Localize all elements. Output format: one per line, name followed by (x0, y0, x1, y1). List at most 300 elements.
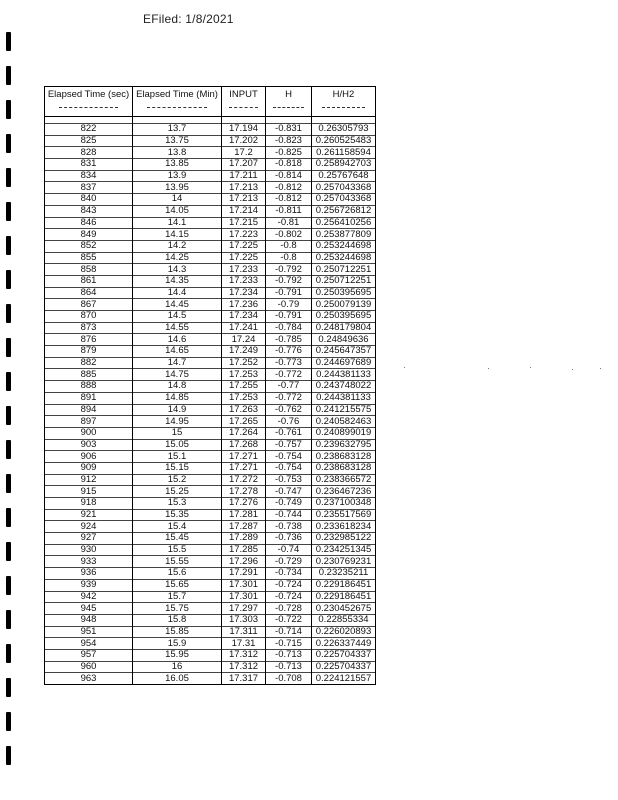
table-row (45, 521, 376, 533)
table-row (45, 533, 376, 545)
table-row (45, 299, 376, 311)
h-over-h2-cell: 0.253244698 (312, 252, 376, 264)
input-cell: 17.291 (222, 568, 266, 580)
elapsed-sec-cell: 876 (45, 334, 133, 346)
h-cell: -0.791 (266, 311, 312, 323)
punch-hole-mark (6, 304, 11, 323)
h-over-h2-cell: 0.235517569 (312, 509, 376, 521)
table-row (45, 661, 376, 673)
h-over-h2-cell: 0.234251345 (312, 544, 376, 556)
table-row (45, 334, 376, 346)
input-cell: 17.287 (222, 521, 266, 533)
h-cell: -0.785 (266, 334, 312, 346)
elapsed-min-cell: 15.7 (133, 591, 222, 603)
table-row (45, 638, 376, 650)
input-cell: 17.281 (222, 509, 266, 521)
h-cell: -0.757 (266, 439, 312, 451)
input-cell: 17.296 (222, 556, 266, 568)
table-row (45, 649, 376, 661)
input-cell: 17.265 (222, 416, 266, 428)
h-cell: -0.791 (266, 287, 312, 299)
h-over-h2-cell: 0.236467236 (312, 486, 376, 498)
h-cell: -0.708 (266, 673, 312, 685)
elapsed-sec-cell: 855 (45, 252, 133, 264)
elapsed-sec-cell: 822 (45, 124, 133, 136)
table-row (45, 346, 376, 358)
column-header-elapsed-min: Elapsed Time (Min) (133, 87, 222, 117)
h-over-h2-cell: 0.250079139 (312, 299, 376, 311)
table-row (45, 217, 376, 229)
elapsed-min-cell: 15.4 (133, 521, 222, 533)
h-cell: -0.773 (266, 357, 312, 369)
elapsed-min-cell: 14.3 (133, 264, 222, 276)
elapsed-min-cell: 15.85 (133, 626, 222, 638)
input-cell: 17.233 (222, 275, 266, 287)
input-cell: 17.303 (222, 614, 266, 626)
elapsed-min-cell: 15.45 (133, 533, 222, 545)
h-cell: -0.738 (266, 521, 312, 533)
elapsed-sec-cell: 864 (45, 287, 133, 299)
table-row (45, 322, 376, 334)
elapsed-sec-cell: 948 (45, 614, 133, 626)
h-cell: -0.76 (266, 416, 312, 428)
elapsed-min-cell: 15.35 (133, 509, 222, 521)
table-row (45, 603, 376, 615)
elapsed-sec-cell: 957 (45, 649, 133, 661)
elapsed-min-cell: 14.7 (133, 357, 222, 369)
h-over-h2-cell: 0.250395695 (312, 311, 376, 323)
input-cell: 17.285 (222, 544, 266, 556)
h-over-h2-cell: 0.225704337 (312, 649, 376, 661)
h-cell: -0.812 (266, 182, 312, 194)
h-over-h2-cell: 0.22855334 (312, 614, 376, 626)
punch-hole-mark (6, 678, 11, 697)
h-cell: -0.811 (266, 205, 312, 217)
h-over-h2-cell: 0.244381133 (312, 392, 376, 404)
input-cell: 17.207 (222, 159, 266, 171)
table-row (45, 614, 376, 626)
h-cell: -0.754 (266, 451, 312, 463)
table-row (45, 252, 376, 264)
h-over-h2-cell: 0.230769231 (312, 556, 376, 568)
elapsed-min-cell: 14.8 (133, 381, 222, 393)
elapsed-sec-cell: 933 (45, 556, 133, 568)
elapsed-min-cell: 14.1 (133, 217, 222, 229)
punch-hole-mark (6, 644, 11, 663)
table-row (45, 427, 376, 439)
h-cell: -0.802 (266, 229, 312, 241)
h-cell: -0.728 (266, 603, 312, 615)
h-cell: -0.714 (266, 626, 312, 638)
elapsed-sec-cell: 900 (45, 427, 133, 439)
elapsed-min-cell: 14.85 (133, 392, 222, 404)
elapsed-time-data-table (44, 86, 376, 685)
h-cell: -0.744 (266, 509, 312, 521)
table-row (45, 474, 376, 486)
elapsed-sec-cell: 861 (45, 275, 133, 287)
table-row (45, 240, 376, 252)
elapsed-sec-cell: 918 (45, 498, 133, 510)
input-cell: 17.263 (222, 404, 266, 416)
input-cell: 17.272 (222, 474, 266, 486)
input-cell: 17.276 (222, 498, 266, 510)
input-cell: 17.289 (222, 533, 266, 545)
h-over-h2-cell: 0.240899019 (312, 427, 376, 439)
elapsed-sec-cell: 951 (45, 626, 133, 638)
h-over-h2-cell: 0.250395695 (312, 287, 376, 299)
h-over-h2-cell: 0.225704337 (312, 661, 376, 673)
elapsed-min-cell: 15.25 (133, 486, 222, 498)
elapsed-sec-cell: 936 (45, 568, 133, 580)
input-cell: 17.236 (222, 299, 266, 311)
elapsed-sec-cell: 885 (45, 369, 133, 381)
table-row (45, 135, 376, 147)
input-cell: 17.253 (222, 369, 266, 381)
punch-hole-mark (6, 576, 11, 595)
punch-hole-mark (6, 372, 11, 391)
table-row (45, 544, 376, 556)
input-cell: 17.312 (222, 649, 266, 661)
table-row (45, 451, 376, 463)
elapsed-min-cell: 14.05 (133, 205, 222, 217)
elapsed-min-cell: 15.05 (133, 439, 222, 451)
elapsed-sec-cell: 894 (45, 404, 133, 416)
column-header-h-over-h2: H/H2 (312, 87, 376, 117)
punch-hole-mark (6, 508, 11, 527)
punch-hole-mark (6, 610, 11, 629)
elapsed-sec-cell: 828 (45, 147, 133, 159)
h-cell: -0.753 (266, 474, 312, 486)
h-over-h2-cell: 0.244381133 (312, 369, 376, 381)
table-row (45, 264, 376, 276)
elapsed-min-cell: 14.75 (133, 369, 222, 381)
table-row (45, 311, 376, 323)
table-row (45, 381, 376, 393)
elapsed-sec-cell: 846 (45, 217, 133, 229)
table-row (45, 626, 376, 638)
input-cell: 17.31 (222, 638, 266, 650)
h-over-h2-cell: 0.250712251 (312, 275, 376, 287)
h-cell: -0.724 (266, 591, 312, 603)
elapsed-sec-cell: 897 (45, 416, 133, 428)
elapsed-min-cell: 14.65 (133, 346, 222, 358)
elapsed-sec-cell: 873 (45, 322, 133, 334)
elapsed-min-cell: 14.4 (133, 287, 222, 299)
h-cell: -0.8 (266, 252, 312, 264)
h-over-h2-cell: 0.229186451 (312, 591, 376, 603)
h-over-h2-cell: 0.229186451 (312, 579, 376, 591)
h-over-h2-cell: 0.256726812 (312, 205, 376, 217)
elapsed-sec-cell: 837 (45, 182, 133, 194)
elapsed-min-cell: 14.45 (133, 299, 222, 311)
column-header-h: H (266, 87, 312, 117)
elapsed-min-cell: 13.85 (133, 159, 222, 171)
elapsed-min-cell: 13.95 (133, 182, 222, 194)
h-cell: -0.784 (266, 322, 312, 334)
punch-hole-mark (6, 746, 11, 765)
elapsed-sec-cell: 849 (45, 229, 133, 241)
elapsed-sec-cell: 924 (45, 521, 133, 533)
h-over-h2-cell: 0.230452675 (312, 603, 376, 615)
h-over-h2-cell: 0.233618234 (312, 521, 376, 533)
input-cell: 17.271 (222, 451, 266, 463)
h-cell: -0.747 (266, 486, 312, 498)
table-row (45, 568, 376, 580)
punch-hole-mark (6, 474, 11, 493)
h-over-h2-cell: 0.256410256 (312, 217, 376, 229)
h-cell: -0.772 (266, 392, 312, 404)
elapsed-sec-cell: 867 (45, 299, 133, 311)
elapsed-min-cell: 15.65 (133, 579, 222, 591)
elapsed-sec-cell: 930 (45, 544, 133, 556)
table-row (45, 509, 376, 521)
input-cell: 17.213 (222, 182, 266, 194)
h-cell: -0.713 (266, 661, 312, 673)
table-row (45, 205, 376, 217)
elapsed-min-cell: 14.5 (133, 311, 222, 323)
table-row (45, 229, 376, 241)
punch-hole-mark (6, 168, 11, 187)
h-over-h2-cell: 0.253877809 (312, 229, 376, 241)
elapsed-sec-cell: 888 (45, 381, 133, 393)
table-row (45, 579, 376, 591)
h-cell: -0.823 (266, 135, 312, 147)
h-cell: -0.754 (266, 462, 312, 474)
input-cell: 17.211 (222, 170, 266, 182)
input-cell: 17.233 (222, 264, 266, 276)
punch-hole-mark (6, 134, 11, 153)
h-over-h2-cell: 0.224121557 (312, 673, 376, 685)
h-cell: -0.812 (266, 194, 312, 206)
input-cell: 17.234 (222, 311, 266, 323)
elapsed-min-cell: 15.5 (133, 544, 222, 556)
elapsed-min-cell: 15.1 (133, 451, 222, 463)
h-over-h2-cell: 0.245647357 (312, 346, 376, 358)
elapsed-sec-cell: 915 (45, 486, 133, 498)
input-cell: 17.311 (222, 626, 266, 638)
table-row (45, 182, 376, 194)
h-over-h2-cell: 0.24849636 (312, 334, 376, 346)
input-cell: 17.268 (222, 439, 266, 451)
punch-hole-mark (6, 202, 11, 221)
punch-hole-mark (6, 100, 11, 119)
h-cell: -0.724 (266, 579, 312, 591)
elapsed-min-cell: 15.75 (133, 603, 222, 615)
column-header-elapsed-sec: Elapsed Time (sec) (45, 87, 133, 117)
elapsed-min-cell: 15 (133, 427, 222, 439)
elapsed-sec-cell: 954 (45, 638, 133, 650)
h-cell: -0.749 (266, 498, 312, 510)
elapsed-sec-cell: 840 (45, 194, 133, 206)
elapsed-sec-cell: 942 (45, 591, 133, 603)
h-cell: -0.722 (266, 614, 312, 626)
h-over-h2-cell: 0.238683128 (312, 451, 376, 463)
elapsed-sec-cell: 903 (45, 439, 133, 451)
elapsed-min-cell: 15.3 (133, 498, 222, 510)
h-over-h2-cell: 0.23235211 (312, 568, 376, 580)
elapsed-min-cell: 15.95 (133, 649, 222, 661)
elapsed-min-cell: 15.8 (133, 614, 222, 626)
elapsed-sec-cell: 825 (45, 135, 133, 147)
table-row (45, 556, 376, 568)
input-cell: 17.297 (222, 603, 266, 615)
h-over-h2-cell: 0.243748022 (312, 381, 376, 393)
h-over-h2-cell: 0.248179804 (312, 322, 376, 334)
h-over-h2-cell: 0.253244698 (312, 240, 376, 252)
elapsed-min-cell: 14.6 (133, 334, 222, 346)
elapsed-sec-cell: 939 (45, 579, 133, 591)
elapsed-sec-cell: 870 (45, 311, 133, 323)
table-row (45, 159, 376, 171)
elapsed-min-cell: 16 (133, 661, 222, 673)
elapsed-min-cell: 14.9 (133, 404, 222, 416)
table-row (45, 416, 376, 428)
punch-hole-mark (6, 338, 11, 357)
h-cell: -0.734 (266, 568, 312, 580)
punch-hole-mark (6, 66, 11, 85)
elapsed-min-cell: 14.15 (133, 229, 222, 241)
table-row (45, 147, 376, 159)
h-over-h2-cell: 0.232985122 (312, 533, 376, 545)
input-cell: 17.278 (222, 486, 266, 498)
punch-hole-mark (6, 440, 11, 459)
elapsed-min-cell: 14.2 (133, 240, 222, 252)
elapsed-sec-cell: 927 (45, 533, 133, 545)
table-row (45, 462, 376, 474)
table-row (45, 392, 376, 404)
h-over-h2-cell: 0.238366572 (312, 474, 376, 486)
h-over-h2-cell: 0.258942703 (312, 159, 376, 171)
h-cell: -0.761 (266, 427, 312, 439)
elapsed-min-cell: 14.35 (133, 275, 222, 287)
table-row (45, 275, 376, 287)
h-cell: -0.772 (266, 369, 312, 381)
scan-specks (400, 367, 610, 371)
elapsed-sec-cell: 882 (45, 357, 133, 369)
h-cell: -0.736 (266, 533, 312, 545)
punch-hole-mark (6, 270, 11, 289)
table-row (45, 124, 376, 136)
punch-hole-mark (6, 32, 11, 51)
h-cell: -0.713 (266, 649, 312, 661)
input-cell: 17.312 (222, 661, 266, 673)
h-cell: -0.715 (266, 638, 312, 650)
h-cell: -0.776 (266, 346, 312, 358)
table-row (45, 439, 376, 451)
h-cell: -0.792 (266, 275, 312, 287)
table-header-row (45, 87, 376, 117)
input-cell: 17.2 (222, 147, 266, 159)
input-cell: 17.317 (222, 673, 266, 685)
input-cell: 17.249 (222, 346, 266, 358)
h-over-h2-cell: 0.239632795 (312, 439, 376, 451)
punch-hole-mark (6, 406, 11, 425)
input-cell: 17.194 (222, 124, 266, 136)
h-cell: -0.792 (266, 264, 312, 276)
elapsed-sec-cell: 891 (45, 392, 133, 404)
input-cell: 17.255 (222, 381, 266, 393)
elapsed-sec-cell: 909 (45, 462, 133, 474)
elapsed-min-cell: 16.05 (133, 673, 222, 685)
h-over-h2-cell: 0.244697689 (312, 357, 376, 369)
h-over-h2-cell: 0.237100348 (312, 498, 376, 510)
elapsed-min-cell: 15.15 (133, 462, 222, 474)
elapsed-sec-cell: 858 (45, 264, 133, 276)
input-cell: 17.241 (222, 322, 266, 334)
elapsed-sec-cell: 834 (45, 170, 133, 182)
table-row (45, 357, 376, 369)
header-gap-row (45, 117, 376, 124)
h-over-h2-cell: 0.250712251 (312, 264, 376, 276)
h-over-h2-cell: 0.257043368 (312, 182, 376, 194)
h-cell: -0.831 (266, 124, 312, 136)
elapsed-min-cell: 15.6 (133, 568, 222, 580)
elapsed-sec-cell: 831 (45, 159, 133, 171)
input-cell: 17.301 (222, 591, 266, 603)
h-cell: -0.8 (266, 240, 312, 252)
elapsed-min-cell: 13.75 (133, 135, 222, 147)
elapsed-min-cell: 15.9 (133, 638, 222, 650)
table-row (45, 673, 376, 685)
h-over-h2-cell: 0.226337449 (312, 638, 376, 650)
h-over-h2-cell: 0.261158594 (312, 147, 376, 159)
elapsed-sec-cell: 879 (45, 346, 133, 358)
table-row (45, 194, 376, 206)
h-over-h2-cell: 0.257043368 (312, 194, 376, 206)
elapsed-min-cell: 13.8 (133, 147, 222, 159)
h-cell: -0.762 (266, 404, 312, 416)
elapsed-sec-cell: 906 (45, 451, 133, 463)
elapsed-min-cell: 13.7 (133, 124, 222, 136)
elapsed-sec-cell: 960 (45, 661, 133, 673)
punch-hole-mark (6, 712, 11, 731)
input-cell: 17.253 (222, 392, 266, 404)
input-cell: 17.215 (222, 217, 266, 229)
efiled-date-stamp: EFiled: 1/8/2021 (143, 12, 234, 26)
table-row (45, 369, 376, 381)
h-cell: -0.814 (266, 170, 312, 182)
punch-hole-mark (6, 542, 11, 561)
h-over-h2-cell: 0.241215575 (312, 404, 376, 416)
input-cell: 17.213 (222, 194, 266, 206)
h-cell: -0.818 (266, 159, 312, 171)
h-over-h2-cell: 0.226020893 (312, 626, 376, 638)
elapsed-min-cell: 15.2 (133, 474, 222, 486)
elapsed-sec-cell: 921 (45, 509, 133, 521)
h-over-h2-cell: 0.25767648 (312, 170, 376, 182)
h-over-h2-cell: 0.240582463 (312, 416, 376, 428)
elapsed-sec-cell: 945 (45, 603, 133, 615)
elapsed-min-cell: 15.55 (133, 556, 222, 568)
input-cell: 17.271 (222, 462, 266, 474)
table-row (45, 498, 376, 510)
elapsed-min-cell: 14 (133, 194, 222, 206)
table-row (45, 170, 376, 182)
elapsed-min-cell: 14.55 (133, 322, 222, 334)
input-cell: 17.225 (222, 252, 266, 264)
input-cell: 17.24 (222, 334, 266, 346)
table-row (45, 486, 376, 498)
h-cell: -0.825 (266, 147, 312, 159)
h-cell: -0.74 (266, 544, 312, 556)
elapsed-min-cell: 14.25 (133, 252, 222, 264)
h-over-h2-cell: 0.260525483 (312, 135, 376, 147)
elapsed-sec-cell: 852 (45, 240, 133, 252)
h-over-h2-cell: 0.238683128 (312, 462, 376, 474)
input-cell: 17.264 (222, 427, 266, 439)
table-row (45, 287, 376, 299)
table-row (45, 404, 376, 416)
